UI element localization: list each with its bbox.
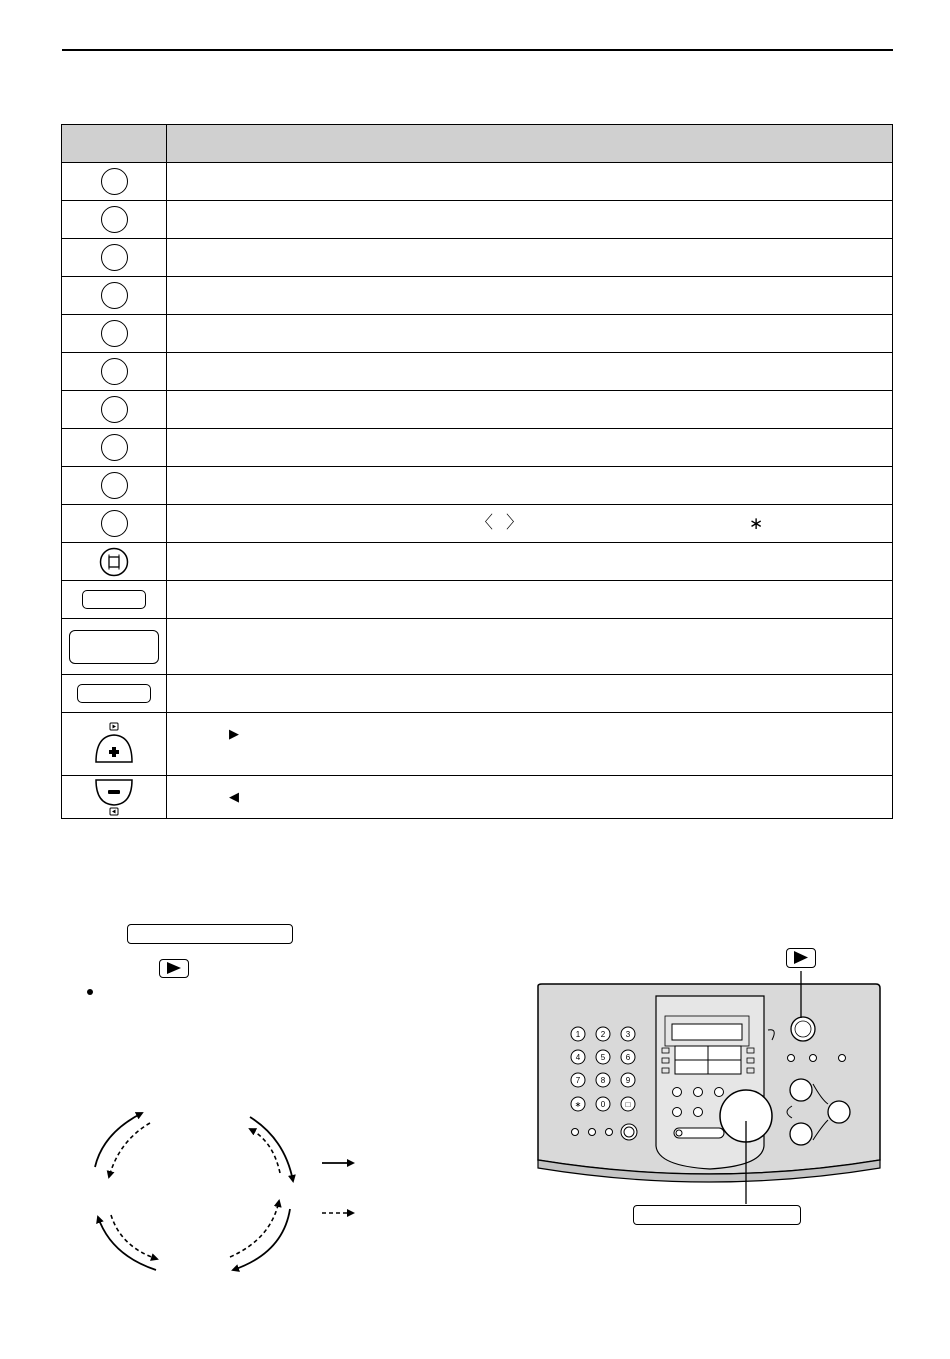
- svg-text:9: 9: [625, 1076, 631, 1085]
- plus-volume-key-icon: [92, 722, 136, 766]
- round-key: [101, 282, 128, 309]
- svg-text:3: 3: [625, 1030, 631, 1039]
- device-play-button: [791, 1017, 815, 1041]
- row-desc: [167, 429, 893, 467]
- device-center-panel: [656, 996, 764, 1169]
- round-key: [101, 396, 128, 423]
- cycle-arrow-dashed: [230, 1201, 279, 1257]
- row-desc: [167, 353, 893, 391]
- left-angle-symbol: 〈: [476, 513, 493, 532]
- round-key: [101, 320, 128, 347]
- table-row: [62, 543, 893, 581]
- header-key-cell: [62, 125, 167, 163]
- round-key: [101, 168, 128, 195]
- right-triangle-symbol: ▶: [229, 726, 239, 741]
- table-row: [62, 201, 893, 239]
- asterisk-symbol: ∗: [749, 514, 764, 533]
- cycle-arrow-solid: [233, 1209, 290, 1270]
- row-desc: [167, 675, 893, 713]
- pill-key: [82, 590, 146, 609]
- round-key: [101, 244, 128, 271]
- svg-text:2: 2: [600, 1030, 606, 1039]
- pill-key-wide: [77, 684, 151, 703]
- row-desc: [167, 619, 893, 675]
- left-triangle-symbol: ◀: [229, 789, 239, 804]
- table-row: [62, 163, 893, 201]
- cycle-diagram: [85, 1105, 375, 1280]
- table-row: [62, 619, 893, 675]
- round-key: [101, 358, 128, 385]
- right-angle-symbol: 〉: [506, 513, 523, 532]
- box-key: [69, 630, 159, 664]
- cycle-arrow-dashed: [250, 1129, 280, 1173]
- svg-text:4: 4: [575, 1053, 581, 1062]
- dial-label-box: [633, 1205, 801, 1225]
- table-row: [62, 239, 893, 277]
- fax-device-illustration: [530, 966, 890, 1236]
- table-row: [62, 391, 893, 429]
- table-row: [62, 581, 893, 619]
- row-desc-with-symbols: [167, 505, 893, 543]
- square-key-icon: [99, 547, 129, 577]
- svg-text:5: 5: [600, 1053, 606, 1062]
- table-row: [62, 505, 893, 543]
- header-desc-cell: [167, 125, 893, 163]
- row-desc: [167, 391, 893, 429]
- step-bullet: [87, 989, 93, 995]
- svg-text:7: 7: [575, 1076, 581, 1085]
- function-key-label-box: [127, 924, 293, 944]
- row-desc-minus: [167, 776, 893, 819]
- row-desc: [167, 239, 893, 277]
- svg-text:∗: ∗: [574, 1100, 582, 1109]
- table-row: [62, 776, 893, 819]
- row-desc: [167, 277, 893, 315]
- table-row: [62, 277, 893, 315]
- row-desc: [167, 163, 893, 201]
- keys-table: [61, 124, 893, 819]
- play-key-button-icon: [159, 959, 189, 978]
- svg-text:8: 8: [600, 1076, 606, 1085]
- table-row: [62, 429, 893, 467]
- table-row: [62, 353, 893, 391]
- row-desc: [167, 467, 893, 505]
- row-desc: [167, 315, 893, 353]
- device-display: [672, 1024, 742, 1040]
- cycle-arrow-dashed: [111, 1215, 157, 1259]
- round-key: [101, 472, 128, 499]
- play-icon: [787, 949, 814, 966]
- svg-text:□: □: [625, 1100, 631, 1109]
- top-rule: [62, 49, 893, 51]
- round-key: [101, 510, 128, 537]
- svg-text:0: 0: [600, 1100, 606, 1109]
- table-row: [62, 467, 893, 505]
- row-desc: [167, 201, 893, 239]
- play-icon: [160, 960, 187, 976]
- device-play-key-callout: [786, 948, 816, 968]
- round-key: [101, 206, 128, 233]
- minus-volume-key-icon: [92, 777, 136, 817]
- table-row: [62, 315, 893, 353]
- row-desc-plus: [167, 713, 893, 776]
- table-row: [62, 713, 893, 776]
- cycle-arrow-solid: [98, 1217, 156, 1270]
- cycle-arrow-solid: [250, 1117, 293, 1181]
- table-row: [62, 675, 893, 713]
- table-header: [62, 125, 893, 163]
- svg-text:1: 1: [575, 1030, 581, 1039]
- cycle-arrow-solid: [95, 1113, 142, 1167]
- round-key: [101, 434, 128, 461]
- row-desc: [167, 581, 893, 619]
- svg-text:6: 6: [625, 1053, 631, 1062]
- row-desc: [167, 543, 893, 581]
